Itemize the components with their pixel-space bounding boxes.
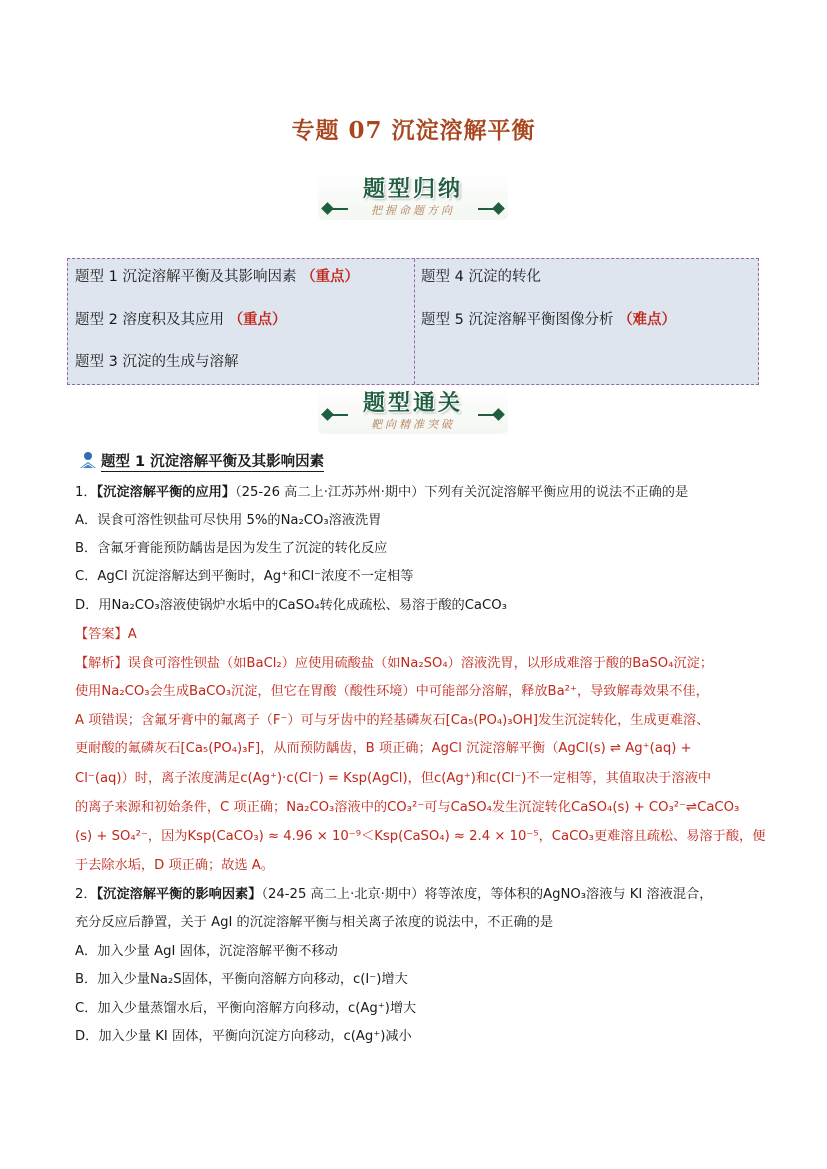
q2-option-c: C．加入少量蒸馏水后，平衡向溶解方向移动，c(Ag⁺)增大 xyxy=(75,1001,417,1016)
q1-option-c: C．AgCl 沉淀溶解达到平衡时，Ag⁺和Cl⁻浓度不一定相等 xyxy=(75,569,414,584)
toc-item-3: 题型 3 沉淀的生成与溶解 xyxy=(75,354,239,370)
student-book-icon xyxy=(78,451,98,473)
banner-sub-text: 靶向精准突破 xyxy=(371,418,455,431)
q1-analysis-line-7: (s) + SO₄²⁻，因为Ksp(CaCO₃) ≈ 4.96 × 10⁻⁹＜Ksp(CaSO₄) ≈ 2.4 × 10⁻⁵，CaCO₃更难溶且疏松、易溶于酸，便 xyxy=(75,829,766,844)
type-index-box xyxy=(67,258,759,385)
toc-item-1: 题型 1 沉淀溶解平衡及其影响因素 （重点） xyxy=(75,269,360,285)
toc-item-4: 题型 4 沉淀的转化 xyxy=(421,269,541,285)
banner-practice xyxy=(318,386,508,434)
q1-analysis-line-2: 使用Na₂CO₃会生成BaCO₃沉淀，但它在胃酸（酸性环境）中可能部分溶解，释放Ba²⁺，导致解毒效果不佳， xyxy=(75,684,709,699)
q2-stem: 2．【沉淀溶解平衡的影响因素】（24-25 高二上·北京·期中）将等浓度，等体积的AgNO₃溶液与 KI 溶液混合， xyxy=(75,887,713,902)
section-heading: 题型 1 沉淀溶解平衡及其影响因素 xyxy=(78,450,324,473)
q1-stem: 1．【沉淀溶解平衡的应用】（25-26 高二上·江苏苏州·期中）下列有关沉淀溶解平衡应用的说法不正确的是 xyxy=(75,485,689,500)
q1-analysis-line-4: 更耐酸的氟磷灰石[Ca₅(PO₄)₃F]，从而预防龋齿，B 项正确；AgCl 沉淀溶解平衡（AgCl(s) ⇌ Ag⁺(aq) + xyxy=(75,741,692,756)
q1-option-d: D．用Na₂CO₃溶液使锅炉水垢中的CaSO₄转化成疏松、易溶于酸的CaCO₃ xyxy=(75,598,507,613)
q2-stem-continued: 充分反应后静置，关于 AgI 的沉淀溶解平衡与相关离子浓度的说法中，不正确的是 xyxy=(75,915,554,930)
q1-analysis-line-5: Cl⁻(aq)）时，离子浓度满足c(Ag⁺)·c(Cl⁻) = Ksp(AgCl)，但c(Ag⁺)和c(Cl⁻)不一定相等，其值取决于溶液中 xyxy=(75,771,712,786)
q1-analysis-line-8: 于去除水垢，D 项正确；故选 A。 xyxy=(75,858,274,873)
q1-analysis-line-3: A 项错误；含氟牙膏中的氟离子（F⁻）可与牙齿中的羟基磷灰石[Ca₅(PO₄)₃OH]发生沉淀转化，生成更难溶、 xyxy=(75,713,710,728)
q1-analysis-line-6: 的离子来源和初始条件，C 项正确；Na₂CO₃溶液中的CO₃²⁻可与CaSO₄发生沉淀转化CaSO₄(s) + CO₃²⁻⇌CaCO₃ xyxy=(75,800,740,815)
toc-divider xyxy=(414,259,415,384)
banner-main-text: 题型归纳 xyxy=(362,177,463,202)
q1-answer: 【答案】A xyxy=(75,627,137,642)
q2-option-a: A．加入少量 AgI 固体，沉淀溶解平衡不移动 xyxy=(75,944,338,959)
q1-option-b: B．含氟牙膏能预防龋齿是因为发生了沉淀的转化反应 xyxy=(75,541,388,556)
q1-option-a: A．误食可溶性钡盐可尽快用 5%的Na₂CO₃溶液洗胃 xyxy=(75,513,382,528)
doc-title: 专题 07 沉淀溶解平衡 xyxy=(291,117,536,144)
banner-sub-text: 把握命题方向 xyxy=(371,204,455,217)
banner-question-types xyxy=(318,172,508,220)
q1-analysis-line-1: 【解析】误食可溶性钡盐（如BaCl₂）应使用硫酸盐（如Na₂SO₄）溶液洗胃，以形成难溶于酸的BaSO₄沉淀； xyxy=(75,656,714,671)
toc-item-2: 题型 2 溶度积及其应用 （重点） xyxy=(75,312,287,328)
toc-item-5: 题型 5 沉淀溶解平衡图像分析 （难点） xyxy=(421,312,677,328)
q2-option-b: B．加入少量Na₂S固体，平衡向溶解方向移动，c(I⁻)增大 xyxy=(75,972,408,987)
banner-main-text: 题型通关 xyxy=(362,391,463,416)
q2-option-d: D．加入少量 KI 固体，平衡向沉淀方向移动，c(Ag⁺)减小 xyxy=(75,1029,412,1044)
